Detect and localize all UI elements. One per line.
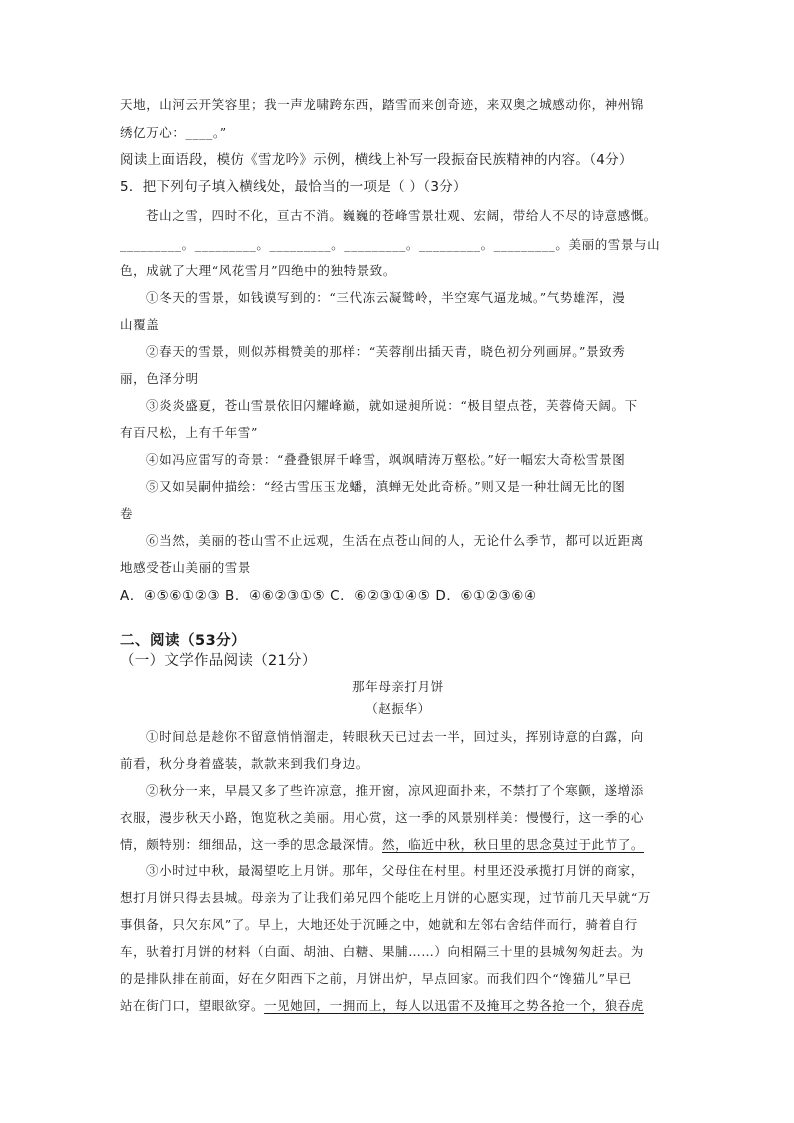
q5-sentence-5b: 卷 [120, 506, 134, 521]
paragraph-3-line-4: 车，驮着打月饼的材料（白面、胡油、白糖、果脯……）向相隔三十里的县城匆匆赶去。为 [120, 944, 645, 959]
q5-passage-blanks: _________。_________。_________。_________。_________。_________。美丽的雪景与山 [120, 237, 661, 252]
section-heading: 二、阅读（53分） [120, 633, 247, 649]
paragraph-2-line-2: 衣服，漫步秋天小路，饱览秋之美丽。用心赏，这一季的风景别样美：慢慢行，这一季的心 [120, 810, 645, 825]
underlined-sentence-1: 然，临近中秋，秋日里的思念莫过于此节了。 [382, 837, 645, 852]
underlined-sentence-2: 一见她回，一拥而上，每人以迅雷不及掩耳之势各抢一个，狼吞虎 [264, 998, 645, 1013]
q5-sentence-6b: 地感受苍山美丽的雪景 [120, 560, 252, 575]
q5-stem: 5．把下列句子填入横线处，最恰当的一项是（ ）（3分） [120, 179, 467, 195]
article-title: 那年母亲打月饼 [352, 679, 444, 694]
paragraph-2-line-3 [120, 836, 676, 854]
paragraph-1-line-1: ①时间总是趁你不留意悄悄溜走，转眼秋天已过去一半，回过头，挥别诗意的白露，向 [146, 729, 644, 744]
q4-poem-line-1: 天地，山河云开笑容里；我一声龙啸跨东西，踏雪而来创奇迹，来双奥之城感动你，神州锦 [120, 97, 645, 112]
paragraph-2-line-1: ②秋分一来，早晨又多了些许凉意，推开窗，凉风迎面扑来，不禁打了个寒颤，遂增添 [146, 783, 644, 798]
paragraph-3-line-2: 想打月饼只得去县城。母亲为了让我们弟兄四个能吃上月饼的心愿实现，过节前几天早就“万 [120, 890, 651, 905]
section-subheading: （一）文学作品阅读（21分） [120, 653, 317, 669]
paragraph-1-line-2: 前看，秋分身着盛装，款款来到我们身边。 [120, 756, 369, 771]
q5-sentence-2b: 丽，色泽分明 [120, 371, 199, 386]
q4-poem-line-2: 绣亿万心：____。” [120, 125, 227, 140]
q5-sentence-2a: ②春天的雪景，则似苏楫赞美的那样：“芙蓉削出插天青，晓色初分列画屏。”景致秀 [146, 344, 626, 359]
q5-sentence-1a: ①冬天的雪景，如钱谟写到的：“三代冻云凝鹫岭，半空寒气逼龙城。”气势雄浑，漫 [146, 290, 626, 305]
q4-instruction: 阅读上面语段，模仿《雪龙吟》示例，横线上补写一段振奋民族精神的内容。（4分） [120, 152, 633, 168]
q5-sentence-4: ④如冯应雷写的奇景：“叠叠银屏千峰雪，飒飒晴涛万壑松。”好一幅宏大奇松雪景图 [146, 452, 626, 467]
q5-sentence-3a: ③炎炎盛夏，苍山雪景依旧闪耀峰巅，就如逯昶所说：“极目望点苍，芙蓉倚天阔。下 [146, 398, 638, 413]
q5-sentence-6a: ⑥当然，美丽的苍山雪不止远观，生活在点苍山间的人，无论什么季节，都可以近距离 [146, 533, 644, 548]
q5-sentence-1b: 山覆盖 [120, 317, 160, 332]
q5-answer-options: A．④⑤⑥①②③ B．④⑥②③①⑤ C．⑥②③①④⑤ D．⑥①②③⑥④ [120, 588, 537, 604]
article-author: （赵振华） [365, 701, 431, 716]
paragraph-3-line-1: ③小时过中秋，最渴望吃上月饼。那年，父母住在村里。村里还没承揽打月饼的商家， [146, 863, 644, 878]
paragraph-3-line-5: 的是排队排在前面，好在夕阳西下之前，月饼出炉，早点回家。而我们四个“馋猫儿”早已 [120, 971, 632, 986]
paragraph-2-text: 情，颇特别：细细品，这一季的思念最深情。 [120, 837, 383, 852]
paragraph-3-line-3: 事俱备，只欠东风”了。早上，大地还处于沉睡之中，她就和左邻右舍结伴而行，骑着自行 [120, 917, 638, 932]
q5-passage-line-3: 色，成就了大理“风花雪月”四绝中的独特景致。 [120, 263, 396, 278]
paragraph-3-line-6 [120, 997, 676, 1015]
q5-passage-line-1: 苍山之雪，四时不化，亘古不消。巍巍的苍峰雪景壮观、宏阔，带给人不尽的诗意感慨。 [146, 208, 657, 223]
paragraph-3-text: 站在街门口，望眼欲穿。 [120, 998, 265, 1013]
q5-sentence-3b: 有百尺松，上有千年雪” [120, 425, 258, 440]
q5-sentence-5a: ⑤又如吴嗣仲描绘：“经古雪压玉龙蟠，滇蝉无处此奇桥。”则又是一种壮阔无比的图 [146, 479, 626, 494]
